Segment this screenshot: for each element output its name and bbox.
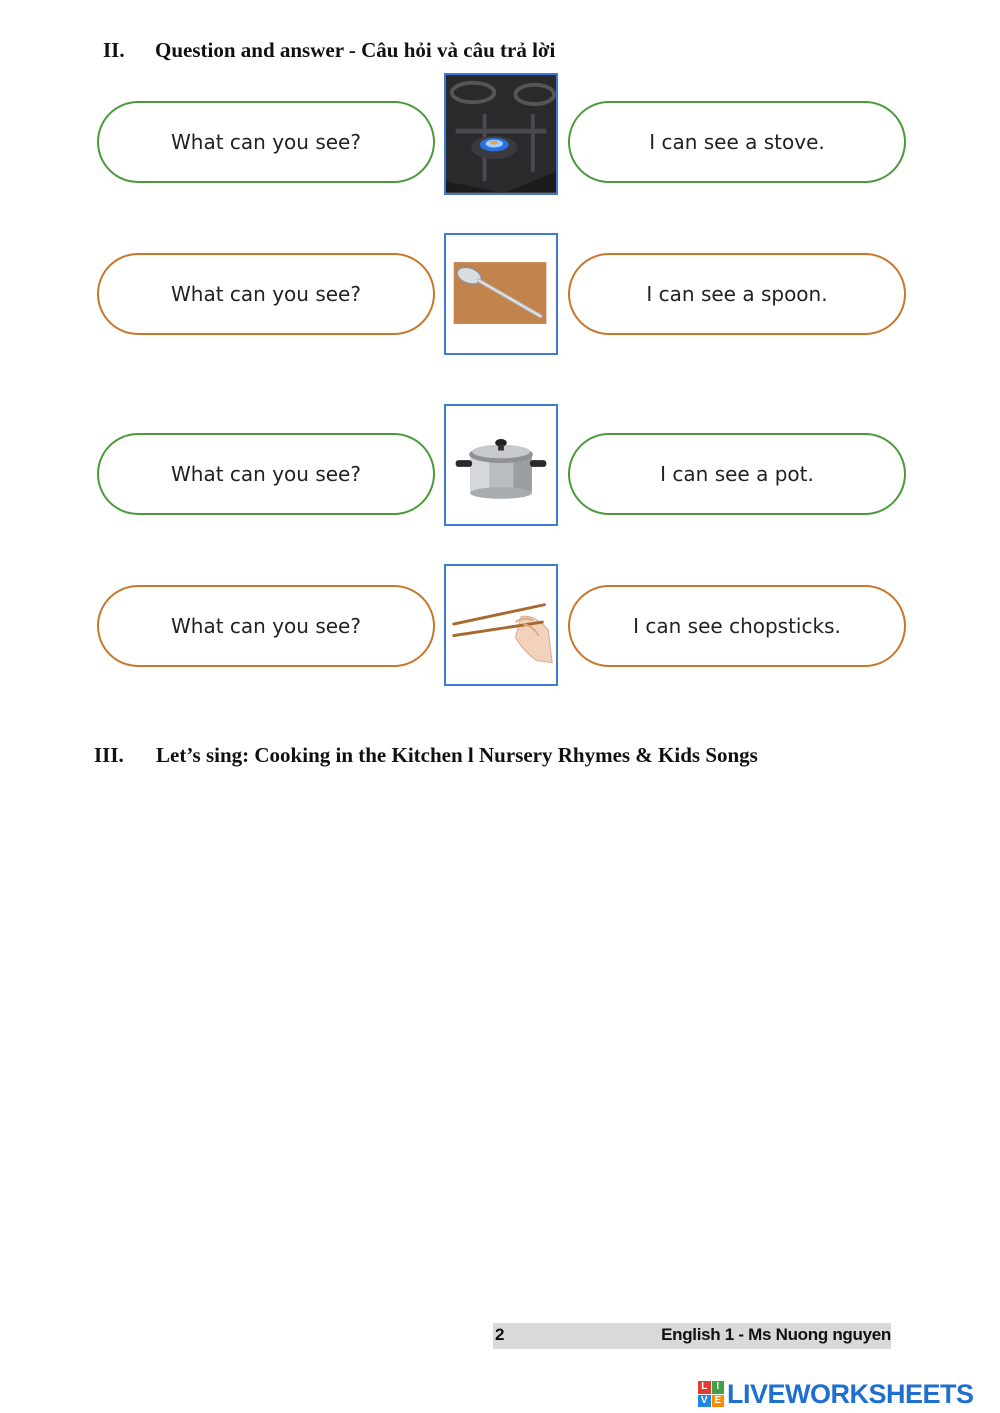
answer-pill-3: I can see a pot.: [568, 433, 906, 515]
page-number: 2: [495, 1325, 505, 1344]
chopsticks-image: [444, 564, 558, 686]
spoon-icon: [446, 235, 556, 353]
answer-pill-1: I can see a stove.: [568, 101, 906, 183]
stove-icon: [446, 75, 556, 193]
logo-letter-e: E: [712, 1395, 725, 1408]
liveworksheets-brand[interactable]: [698, 1376, 994, 1412]
answer-pill-2: I can see a spoon.: [568, 253, 906, 335]
pot-icon: [446, 406, 556, 524]
section-3-title: Let’s sing: Cooking in the Kitchen l Nursery Rhymes & Kids Songs: [156, 743, 758, 767]
section-2-title: Question and answer - Câu hỏi và câu trả lời: [155, 38, 556, 62]
answer-pill-4: I can see chopsticks.: [568, 585, 906, 667]
stove-image: [444, 73, 558, 195]
logo-letter-i: I: [712, 1381, 725, 1394]
brand-name: LIVEWORKSHEETS: [727, 1378, 974, 1409]
logo-letter-v: V: [698, 1395, 711, 1408]
question-pill-3: What can you see?: [97, 433, 435, 515]
pot-image: [444, 404, 558, 526]
section-3-heading: [94, 743, 854, 771]
liveworksheets-logo-icon: [698, 1381, 724, 1407]
chopsticks-icon: [446, 566, 556, 684]
spoon-image: [444, 233, 558, 355]
section-2-number: II.: [103, 38, 125, 62]
question-pill-1: What can you see?: [97, 101, 435, 183]
question-pill-2: What can you see?: [97, 253, 435, 335]
question-pill-4: What can you see?: [97, 585, 435, 667]
section-3-number: III.: [94, 743, 124, 767]
footer-credit: English 1 - Ms Nuong nguyen: [661, 1325, 891, 1344]
section-2-heading: [103, 38, 703, 66]
logo-letter-l: L: [698, 1381, 711, 1394]
page-footer: [493, 1323, 891, 1349]
